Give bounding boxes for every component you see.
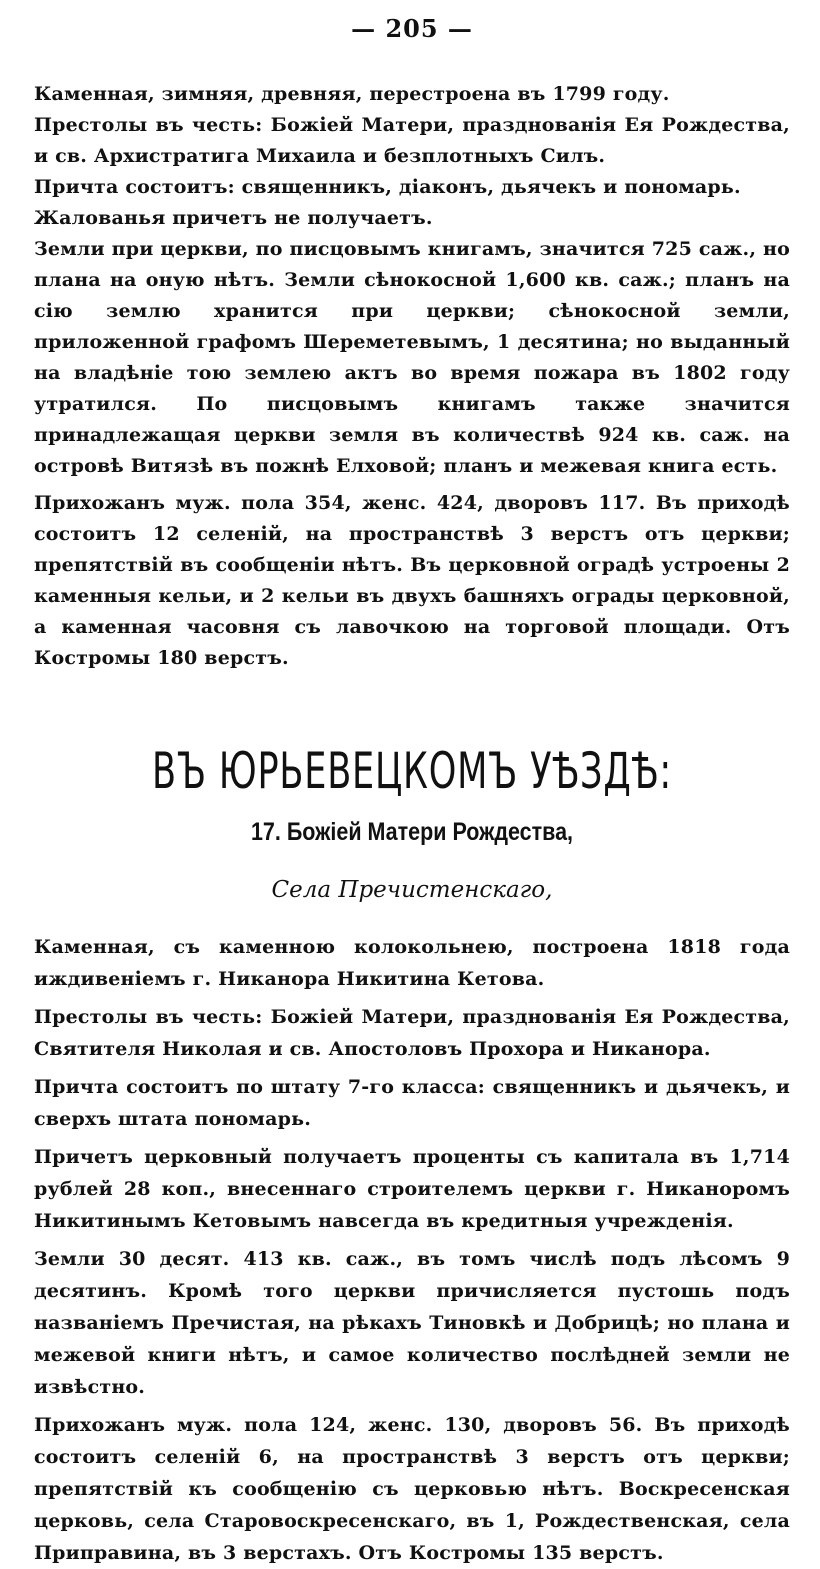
paragraph: Причетъ церковный получаетъ проценты съ капитала въ 1,714 рублей 28 коп., внесеннаго строителемъ церкви г. Никаноромъ Никитинымъ Кетовымъ навсегда въ кредитныя учрежденія.: [34, 1146, 790, 1232]
paragraph: Причта состоитъ: священникъ, діаконъ, дьячекъ и пономарь.: [34, 176, 741, 198]
paragraph: Каменная, зимняя, древняя, перестроена въ 1799 году.: [34, 83, 670, 105]
church-title: 17. Божіей Матери Рождества,: [250, 818, 574, 846]
paragraph: Престолы въ честь: Божіей Матери, празднованія Ея Рождества, Святителя Николая и св. Апостоловъ Прохора и Никанора.: [34, 1006, 790, 1060]
paragraph: Жалованья причетъ не получаетъ.: [34, 207, 433, 229]
paragraph: Земли 30 десят. 413 кв. саж., въ томъ числѣ подъ лѣсомъ 9 десятинъ. Кромѣ того церкви причисляется пустошь подъ названіемъ Пречистая, на рѣкахъ Тиновкѣ и Добрицѣ; но плана и межевой книги нѣтъ, и самое количество послѣдней земли не извѣстно.: [34, 1248, 790, 1398]
paragraph: Престолы въ честь: Божіей Матери, празднованія Ея Рождества, и св. Архистратига Михаила и безплотныхъ Силъ.: [34, 114, 790, 167]
section-1: [34, 79, 790, 674]
paragraph: Прихожанъ муж. пола 354, женс. 424, дворовъ 117. Въ приходѣ состоитъ 12 селеній, на пространствѣ 3 верстъ отъ церкви; препятствій въ сообщеніи нѣтъ. Въ церковной оградѣ устроены 2 каменныя кельи, и 2 кельи въ двухъ башняхъ ограды церковной, а каменная часовня съ лавочкою на торговой площади. Отъ Костромы 180 верстъ.: [34, 492, 790, 669]
paragraph: Причта состоитъ по штату 7-го класса: священникъ и дьячекъ, и сверхъ штата пономарь.: [34, 1076, 790, 1130]
paragraph: Прихожанъ муж. пола 124, женс. 130, дворовъ 56. Въ приходѣ состоитъ селеній 6, на пространствѣ 3 верстъ отъ церкви; препятствій къ сообщенію съ церковью нѣтъ. Воскресенская церковь, села Старовоскресенскаго, въ 1, Рождественская, села Приправина, въ 3 верстахъ. Отъ Костромы 135 верстъ.: [34, 1414, 790, 1564]
uezd-heading: ВЪ ЮРЬЕВЕЦКОМЪ УѢЗДѢ:: [152, 742, 672, 800]
paragraph: Земли при церкви, по писцовымъ книгамъ, значится 725 саж., но плана на оную нѣтъ. Земли сѣнокосной 1,600 кв. саж.; планъ на сію землю хранится при церкви; сѣнокосной земли, приложенной графомъ Шереметевымъ, 1 десятина; но выданный на владѣніе тою землею актъ во время пожара въ 1802 году утратился. По писцовымъ книгамъ также значится принадлежащая церкви земля въ количествѣ 924 кв. саж. на островѣ Витязѣ въ пожнѣ Елховой; планъ и межевая книга есть.: [34, 238, 790, 477]
village-subtitle: Села Пречистенскаго,: [271, 877, 553, 903]
page-number: — 205 —: [351, 14, 473, 43]
paragraph: Каменная, съ каменною колокольнею, построена 1818 года иждивеніемъ г. Никанора Никитина Кетова.: [34, 936, 790, 990]
section-2: [34, 931, 790, 1569]
